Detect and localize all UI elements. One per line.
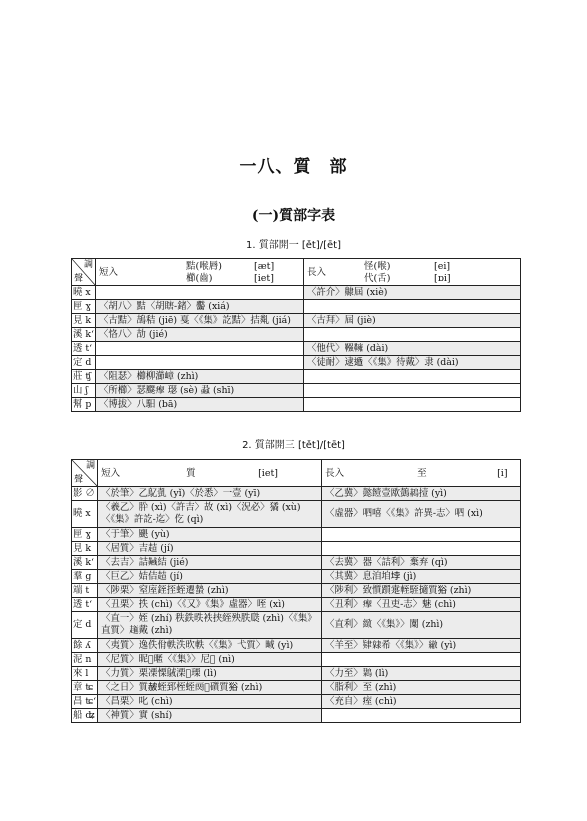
initial-cell: 溪 kʻ (72, 556, 98, 570)
table2 (71, 459, 521, 723)
short-entering-cell: 〈丑栗〉抶 (chì)〈《又》《集》虛器〉咥 (xì) (98, 598, 322, 612)
table1-row (72, 398, 521, 412)
short-entering-cell: 〈神質〉實 (shí) (98, 709, 322, 723)
section-title: (一)質部字表 (251, 208, 336, 224)
initial-cell: 莊 ʧ (72, 370, 96, 384)
chapter-title: 一八、質 部 (239, 157, 348, 177)
table1-row (72, 300, 521, 314)
table2-row (72, 709, 521, 723)
table1-short-label: 短入 (99, 267, 119, 278)
initial-cell: 見 k (72, 542, 98, 556)
table2-row (72, 612, 521, 639)
long-entering-cell: 〈古拜〉屆 (jiè) (304, 314, 521, 328)
initial-cell: 曉 x (72, 286, 96, 300)
long-entering-cell: 〈其冀〉息洎垍𡋯 (jì) (322, 570, 521, 584)
table1-short-cat1-ipa: [æt] (254, 261, 275, 272)
short-entering-cell: 〈胡八〉黠〈胡瞎-鍺〉齾 (xiá) (96, 300, 304, 314)
short-entering-cell (96, 286, 304, 300)
table2-row (72, 570, 521, 584)
initial-cell: 匣 ɣ (72, 300, 96, 314)
table2-row (72, 667, 521, 681)
table1-row (72, 314, 521, 328)
table1-row (72, 356, 521, 370)
initial-cell: 端 t (72, 584, 98, 598)
table2-row (72, 653, 521, 667)
table1-row (72, 384, 521, 398)
initial-cell: 見 k (72, 314, 96, 328)
table2-long-label: 長入 (325, 468, 345, 479)
table2-caption: 2. 質部開三 [tět]/[tēt] (242, 440, 345, 451)
table1-row (72, 370, 521, 384)
short-entering-cell: 〈巨乙〉姞佶趌 (jí) (98, 570, 322, 584)
initial-cell: 船 ʥ (72, 709, 98, 723)
table2-short-label: 短入 (101, 468, 121, 479)
short-entering-cell: 〈於筆〉乙鳦亄 (yǐ)〈於悉〉一壹 (yī) (98, 487, 322, 501)
short-entering-cell: 〈陟栗〉窒庢銍挃蛭遷蟄 (zhì) (98, 584, 322, 598)
short-entering-cell: 〈力質〉栗凓慄𪀚溧𢜂瑮 (lì) (98, 667, 322, 681)
table2-short-cat: 質 (186, 468, 196, 479)
initial-cell: 章 ʨ (72, 681, 98, 695)
long-entering-cell: 〈脂利〉至 (zhì) (322, 681, 521, 695)
table1-long-cat1: 怪(喉) (364, 261, 391, 272)
initial-cell: 餘 ʎ (72, 639, 98, 653)
table2-long-cat: 至 (417, 468, 427, 479)
initial-cell: 定 d (72, 356, 96, 370)
initial-cell: 泥 n (72, 653, 98, 667)
table2-header-long (322, 460, 521, 487)
long-entering-cell (304, 384, 521, 398)
table1-header-initial: 聲 (74, 274, 84, 284)
initial-cell: 透 tʻ (72, 342, 96, 356)
long-entering-cell: 〈羊至〉肄𨽿希〈《集》〉𦅄 (yì) (322, 639, 521, 653)
table1-header-short (96, 259, 304, 286)
short-entering-cell (96, 342, 304, 356)
short-entering-cell: 〈古黠〉鴶秸 (jiē) 戛〈《集》訖黠〉拮亃 (jiá) (96, 314, 304, 328)
short-entering-cell: 〈昌栗〉叱 (chì) (98, 695, 322, 709)
table1-row (72, 328, 521, 342)
long-entering-cell (304, 328, 521, 342)
table2-row (72, 487, 521, 501)
short-entering-cell: 〈阻瑟〉櫛柳瀄嶂 (zhì) (96, 370, 304, 384)
table1-header-corner (72, 259, 96, 286)
long-entering-cell: 〈乙冀〉懿饐壹欭鷧𪁌撎 (yì) (322, 487, 521, 501)
table2-header-short (98, 460, 322, 487)
table1-header-long (304, 259, 521, 286)
table1-short-cat2-ipa: [iet] (254, 273, 274, 284)
short-entering-cell: 〈之日〉質𧹞蛭郅桎蛭𤌎𥏗礩質𤞞 (zhì) (98, 681, 322, 695)
table2-row (72, 584, 521, 598)
table1-long-cat2-ipa: [ɒi] (434, 273, 451, 284)
table2-row (72, 598, 521, 612)
long-entering-cell: 〈充自〉痓 (chì) (322, 695, 521, 709)
table2-header-corner (72, 460, 98, 487)
long-entering-cell (322, 653, 521, 667)
table1-long-label: 長入 (307, 267, 327, 278)
long-entering-cell: 〈去冀〉器〈詰利〉棄弃 (qì) (322, 556, 521, 570)
table1-long-cat2: 代(舌) (364, 273, 391, 284)
initial-cell: 透 tʻ (72, 598, 98, 612)
long-entering-cell: 〈他代〉𩌾𩍓 (dài) (304, 342, 521, 356)
short-entering-cell: 〈恪八〉劼 (jié) (96, 328, 304, 342)
long-entering-cell (304, 370, 521, 384)
table2-header-initial: 聲 (74, 475, 84, 485)
initial-cell: 幫 p (72, 398, 96, 412)
initial-cell: 曉 x (72, 501, 98, 528)
table2-row (72, 542, 521, 556)
short-entering-cell: 〈去吉〉詰𪏞結 (jié) (98, 556, 322, 570)
table1-row (72, 286, 521, 300)
long-entering-cell: 〈陟利〉致懫躓疐輊駤擿質𤞞 (zhì) (322, 584, 521, 598)
short-entering-cell: 〈尼質〉昵𣇞暱〈《集》〉尼𡰥 (nì) (98, 653, 322, 667)
initial-cell: 山 ʃ (72, 384, 96, 398)
long-entering-cell: 〈丑利〉𤸪〈丑吏-志〉魅 (chì) (322, 598, 521, 612)
short-entering-cell: 〈羲乙〉肸 (xì)〈許吉〉故 (xì)〈況必〉獝 (xù)〈《集》許訖-迄〉仡 (qì) (98, 501, 322, 528)
table2-row (72, 556, 521, 570)
initial-cell: 匣 ɣ (72, 528, 98, 542)
table1-header-tone: 調 (84, 260, 94, 270)
table1-header-row (72, 259, 521, 286)
short-entering-cell: 〈博拔〉八馹 (bā) (96, 398, 304, 412)
long-entering-cell (322, 542, 521, 556)
short-entering-cell: 〈直一〉姪 (zhí) 秩鉄昳袟挟絰殃胅瓞 (zhì)〈《集》直質〉𧽳戴 (zhì) (98, 612, 322, 639)
table2-header-tone: 調 (86, 461, 96, 471)
table2-long-ipa: [i] (497, 468, 508, 479)
table2-header-row (72, 460, 521, 487)
long-entering-cell (322, 528, 521, 542)
initial-cell: 來 l (72, 667, 98, 681)
table1 (71, 258, 521, 412)
table1-row (72, 342, 521, 356)
table2-row (72, 528, 521, 542)
long-entering-cell (304, 300, 521, 314)
long-entering-cell: 〈直利〉緻〈《集》〉闑 (zhì) (322, 612, 521, 639)
initial-cell: 昌 ʨʻ (73, 695, 97, 707)
long-entering-cell: 〈虛器〉呬嘻〈《集》許異-志〉呬 (xì) (322, 501, 521, 528)
long-entering-cell: 〈許介〉齂屆 (xiè) (304, 286, 521, 300)
short-entering-cell: 〈于筆〉颶 (yù) (98, 528, 322, 542)
initial-cell: 定 d (72, 612, 98, 639)
table2-row (72, 501, 521, 528)
initial-cell: 羣 g (72, 570, 98, 584)
table1-short-cat1: 黠(喉脣) (186, 261, 222, 272)
short-entering-cell: 〈居質〉吉趌 (jí) (98, 542, 322, 556)
table1-caption: 1. 質部開一 [ět]/[ēt] (245, 240, 342, 251)
long-entering-cell: 〈徒耐〉逮𨓈〈《集》待戴〉隶 (dài) (304, 356, 521, 370)
short-entering-cell: 〈所櫛〉瑟飋𤸪 璱 (sè) 蝨 (shī) (96, 384, 304, 398)
table1-long-cat1-ipa: [ei] (434, 261, 451, 272)
table2-row (72, 695, 521, 709)
short-entering-cell: 〈夷質〉逸佚佾軼泆欥軼〈《集》弋質〉㽣 (yì) (98, 639, 322, 653)
table1-short-cat2: 櫛(齒) (186, 273, 213, 284)
long-entering-cell (304, 398, 521, 412)
long-entering-cell (322, 709, 521, 723)
table2-row (72, 681, 521, 695)
long-entering-cell: 〈力至〉𪄃 (lì) (322, 667, 521, 681)
table2-row (72, 639, 521, 653)
table2-short-ipa: [iet] (258, 468, 278, 479)
initial-cell: 溪 kʻ (73, 328, 95, 340)
initial-cell: 影 ∅ (72, 487, 98, 501)
short-entering-cell (96, 356, 304, 370)
